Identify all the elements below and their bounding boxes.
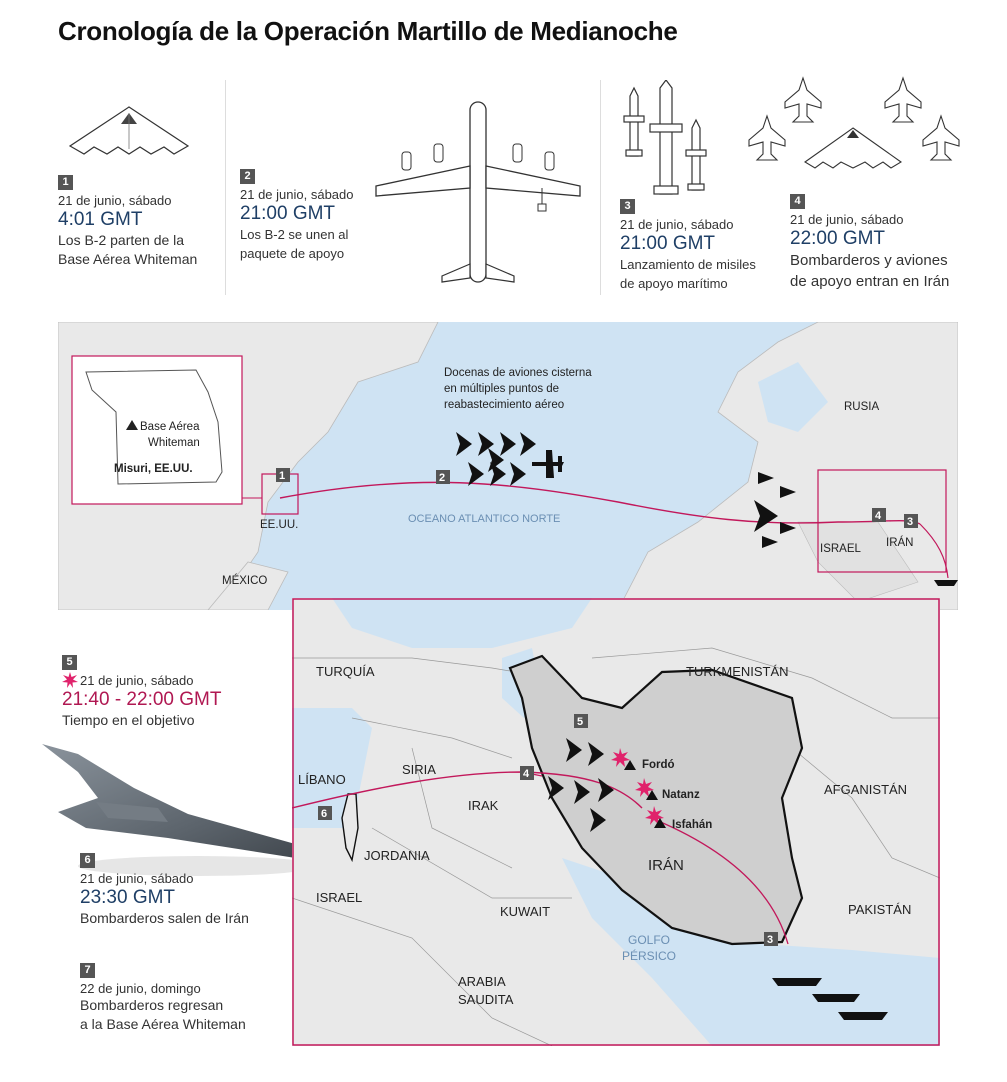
tanker-aircraft-icon — [372, 96, 584, 292]
step-time: 21:00 GMT — [240, 203, 336, 224]
step-description-line: Los B-2 se unen al — [240, 227, 349, 242]
route-marker-2: 2 — [439, 472, 446, 484]
b2-bomber-icon — [66, 104, 192, 158]
timeline-step-1 — [58, 172, 228, 269]
route-marker-3: 3 — [767, 934, 774, 946]
label-turkey: TURQUÍA — [316, 664, 375, 679]
step-description-line: Lanzamiento de misiles — [620, 257, 756, 272]
label-turkmenistan: TURKMENISTÁN — [686, 664, 789, 679]
target-label: Isfahán — [672, 819, 713, 831]
route-marker-3: 3 — [907, 516, 914, 528]
label-iran: IRÁN — [648, 857, 684, 874]
step-description-line: Tiempo en el objetivo — [62, 712, 195, 728]
timeline-step-5 — [62, 652, 292, 730]
route-marker-4: 4 — [523, 768, 530, 780]
step-description-line: Base Aérea Whiteman — [58, 251, 198, 267]
route-marker-6: 6 — [321, 808, 328, 820]
step-time: 4:01 GMT — [58, 209, 143, 230]
label-israel: ISRAEL — [820, 543, 861, 555]
target-label: Fordó — [642, 759, 675, 771]
bomber-fighter-formation-icon — [745, 76, 960, 186]
route-marker-1: 1 — [279, 470, 286, 482]
timeline-step-6 — [80, 850, 290, 928]
divider — [600, 80, 601, 295]
step-description-line: Bombarderos salen de Irán — [80, 910, 249, 926]
label-jordan: JORDANIA — [364, 848, 430, 863]
step-date: 21 de junio, sábado — [58, 193, 172, 208]
label-iraq: IRAK — [468, 798, 499, 813]
step-number: 4 — [790, 194, 805, 209]
step-description-line: de apoyo entran en Irán — [790, 273, 950, 290]
timeline-step-7 — [80, 960, 290, 1034]
tanker-note-line: en múltiples puntos de — [444, 383, 560, 395]
step-number: 3 — [620, 199, 635, 214]
route-marker-4: 4 — [875, 510, 882, 522]
step-number: 2 — [240, 169, 255, 184]
step-description-line: Bombarderos y aviones — [790, 252, 948, 269]
label-iran: IRÁN — [886, 537, 914, 549]
step-number: 6 — [80, 853, 95, 868]
step-description-line: de apoyo marítimo — [620, 276, 728, 291]
step-date: 21 de junio, sábado — [790, 212, 904, 227]
step-description-line: Bombarderos regresan — [80, 997, 224, 1013]
inset-state-label: Misuri, EE.UU. — [114, 463, 193, 475]
step-date: 21 de junio, sábado — [80, 673, 194, 688]
timeline-step-3 — [620, 196, 780, 293]
label-kuwait: KUWAIT — [500, 904, 551, 919]
label-atlantic: OCEANO ATLANTICO NORTE — [408, 513, 561, 525]
world-route-map — [58, 322, 958, 610]
label-gulf-line: PÉRSICO — [622, 949, 677, 963]
tanker-note-line: Docenas de aviones cisterna — [444, 367, 592, 379]
route-marker-5: 5 — [577, 716, 584, 728]
strike-burst-icon — [62, 672, 78, 688]
step-time: 21:00 GMT — [620, 233, 716, 254]
step-date: 21 de junio, sábado — [240, 187, 354, 202]
label-us: EE.UU. — [260, 519, 299, 531]
base-label-line: Base Aérea — [140, 421, 200, 433]
label-mexico: MÉXICO — [222, 575, 268, 587]
target-label: Natanz — [662, 789, 700, 801]
missiles-icon — [620, 80, 712, 198]
label-afghanistan: AFGANISTÁN — [824, 782, 908, 797]
label-gulf-line: GOLFO — [628, 933, 671, 947]
navy-ship-icon — [934, 580, 958, 586]
timeline-step-2 — [240, 166, 380, 263]
regional-map — [292, 598, 940, 1046]
step-number: 5 — [62, 655, 77, 670]
label-syria: SIRIA — [402, 762, 436, 777]
step-number: 7 — [80, 963, 95, 978]
timeline-step-4 — [790, 191, 965, 292]
step-time: 23:30 GMT — [80, 887, 176, 908]
page-title: Cronología de la Operación Martillo de Medianoche — [58, 16, 678, 46]
tanker-note-line: reabastecimiento aéreo — [444, 399, 565, 411]
label-saudi-line: SAUDITA — [458, 992, 514, 1007]
base-label-line: Whiteman — [148, 437, 200, 449]
step-date: 22 de junio, domingo — [80, 981, 201, 996]
label-lebanon: LÍBANO — [298, 772, 346, 787]
label-russia: RUSIA — [844, 401, 880, 413]
step-date: 21 de junio, sábado — [80, 871, 194, 886]
step-time: 22:00 GMT — [790, 228, 886, 249]
step-description-line: Los B-2 parten de la — [58, 232, 185, 248]
step-date: 21 de junio, sábado — [620, 217, 734, 232]
step-time: 21:40 - 22:00 GMT — [62, 689, 222, 710]
step-description-line: paquete de apoyo — [240, 246, 345, 261]
label-pakistan: PAKISTÁN — [848, 902, 912, 917]
step-description-line: a la Base Aérea Whiteman — [80, 1016, 246, 1032]
label-israel: ISRAEL — [316, 890, 363, 905]
divider — [225, 80, 226, 295]
label-saudi-line: ARABIA — [458, 974, 506, 989]
step-number: 1 — [58, 175, 73, 190]
